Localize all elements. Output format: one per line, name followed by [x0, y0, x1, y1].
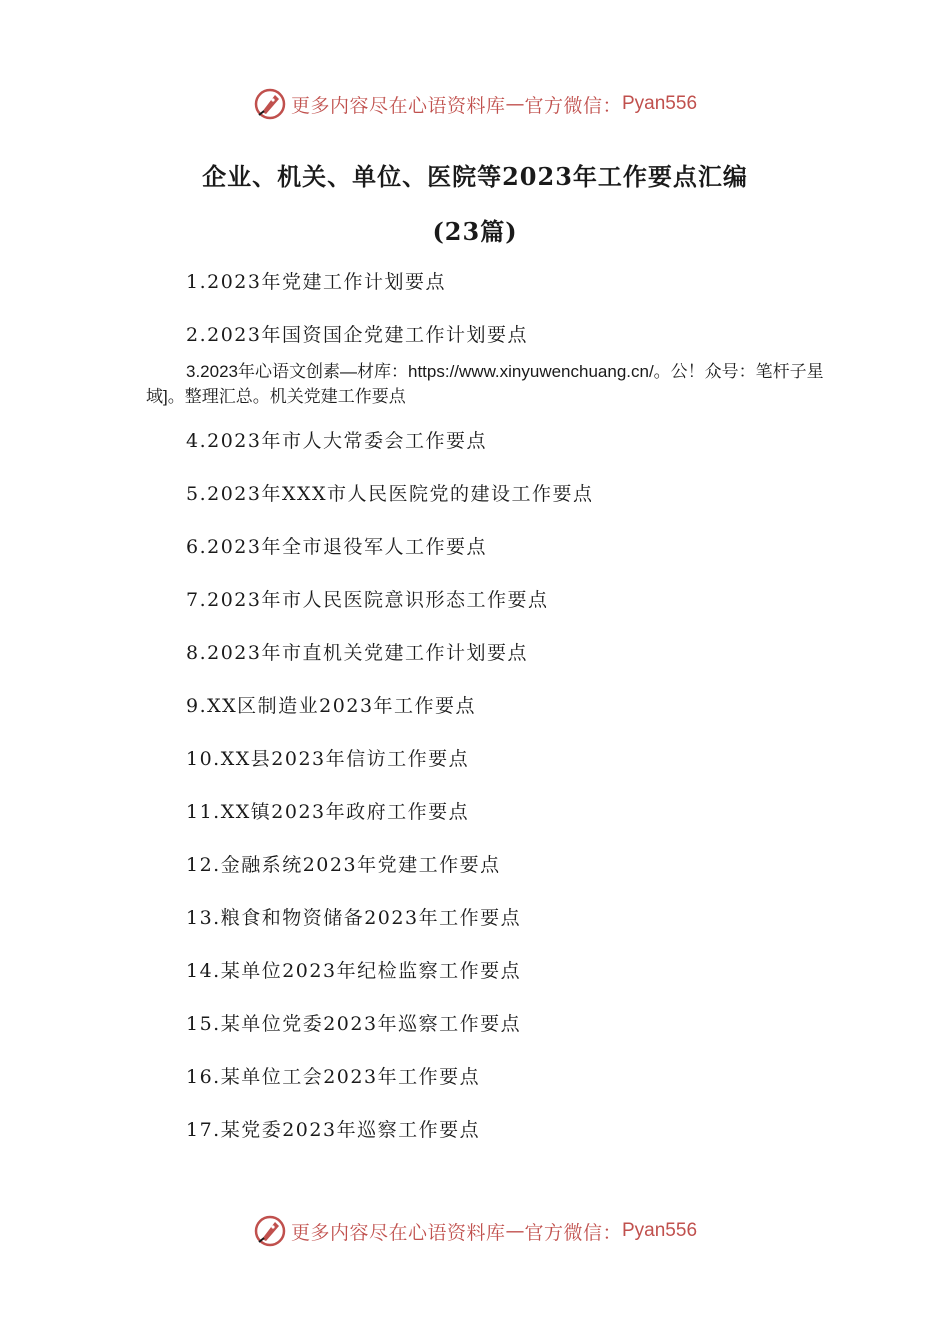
list-item: 13.粮食和物资储备2023年工作要点	[186, 907, 522, 929]
list-item: 4.2023年市人大常委会工作要点	[186, 430, 487, 452]
brand-separator: —	[505, 93, 525, 115]
list-item: 15.某单位党委2023年巡察工作要点	[186, 1013, 522, 1035]
wechat-label: 官方微信：	[524, 94, 622, 117]
list-item: 8.2023年市直机关党建工作计划要点	[186, 642, 528, 664]
list-item: 11.XX镇2023年政府工作要点	[186, 801, 470, 823]
brand-text: 更多内容尽在心语资料库	[290, 94, 506, 117]
document-title: 企业、机关、单位、医院等2023年工作要点汇编	[202, 162, 748, 191]
list-item: 17.某党委2023年巡察工作要点	[186, 1119, 481, 1141]
list-item-text: 3.2023年心语文创素—材库：https://www.xinyuwenchuang.cn/。公！众号：笔杆子星域]。整理汇总。机关党建工作要点	[146, 362, 824, 406]
list-item	[146, 359, 826, 409]
list-item: 10.XX县2023年信访工作要点	[186, 748, 470, 770]
list-item: 5.2023年XXX市人民医院党的建设工作要点	[186, 483, 594, 505]
wechat-label: 官方微信：	[524, 1221, 622, 1244]
wechat-id: Pyan556	[622, 1220, 698, 1241]
list-item: 7.2023年市人民医院意识形态工作要点	[186, 589, 549, 611]
page-header	[0, 84, 950, 124]
page-footer	[0, 1211, 950, 1251]
brand-text: 更多内容尽在心语资料库	[290, 1221, 506, 1244]
list-item: 16.某单位工会2023年工作要点	[186, 1066, 481, 1088]
document-subtitle: (23篇)	[432, 217, 518, 246]
list-item: 14.某单位2023年纪检监察工作要点	[186, 960, 522, 982]
list-item: 6.2023年全市退役军人工作要点	[186, 536, 487, 558]
brand-separator: —	[505, 1220, 525, 1242]
pen-nib-logo-icon	[253, 1214, 287, 1248]
list-item: 9.XX区制造业2023年工作要点	[186, 695, 477, 717]
list-item: 2.2023年国资国企党建工作计划要点	[186, 324, 528, 346]
list-item: 1.2023年党建工作计划要点	[186, 271, 446, 293]
wechat-id: Pyan556	[622, 93, 698, 114]
pen-nib-logo-icon	[253, 87, 287, 121]
list-item: 12.金融系统2023年党建工作要点	[186, 854, 501, 876]
